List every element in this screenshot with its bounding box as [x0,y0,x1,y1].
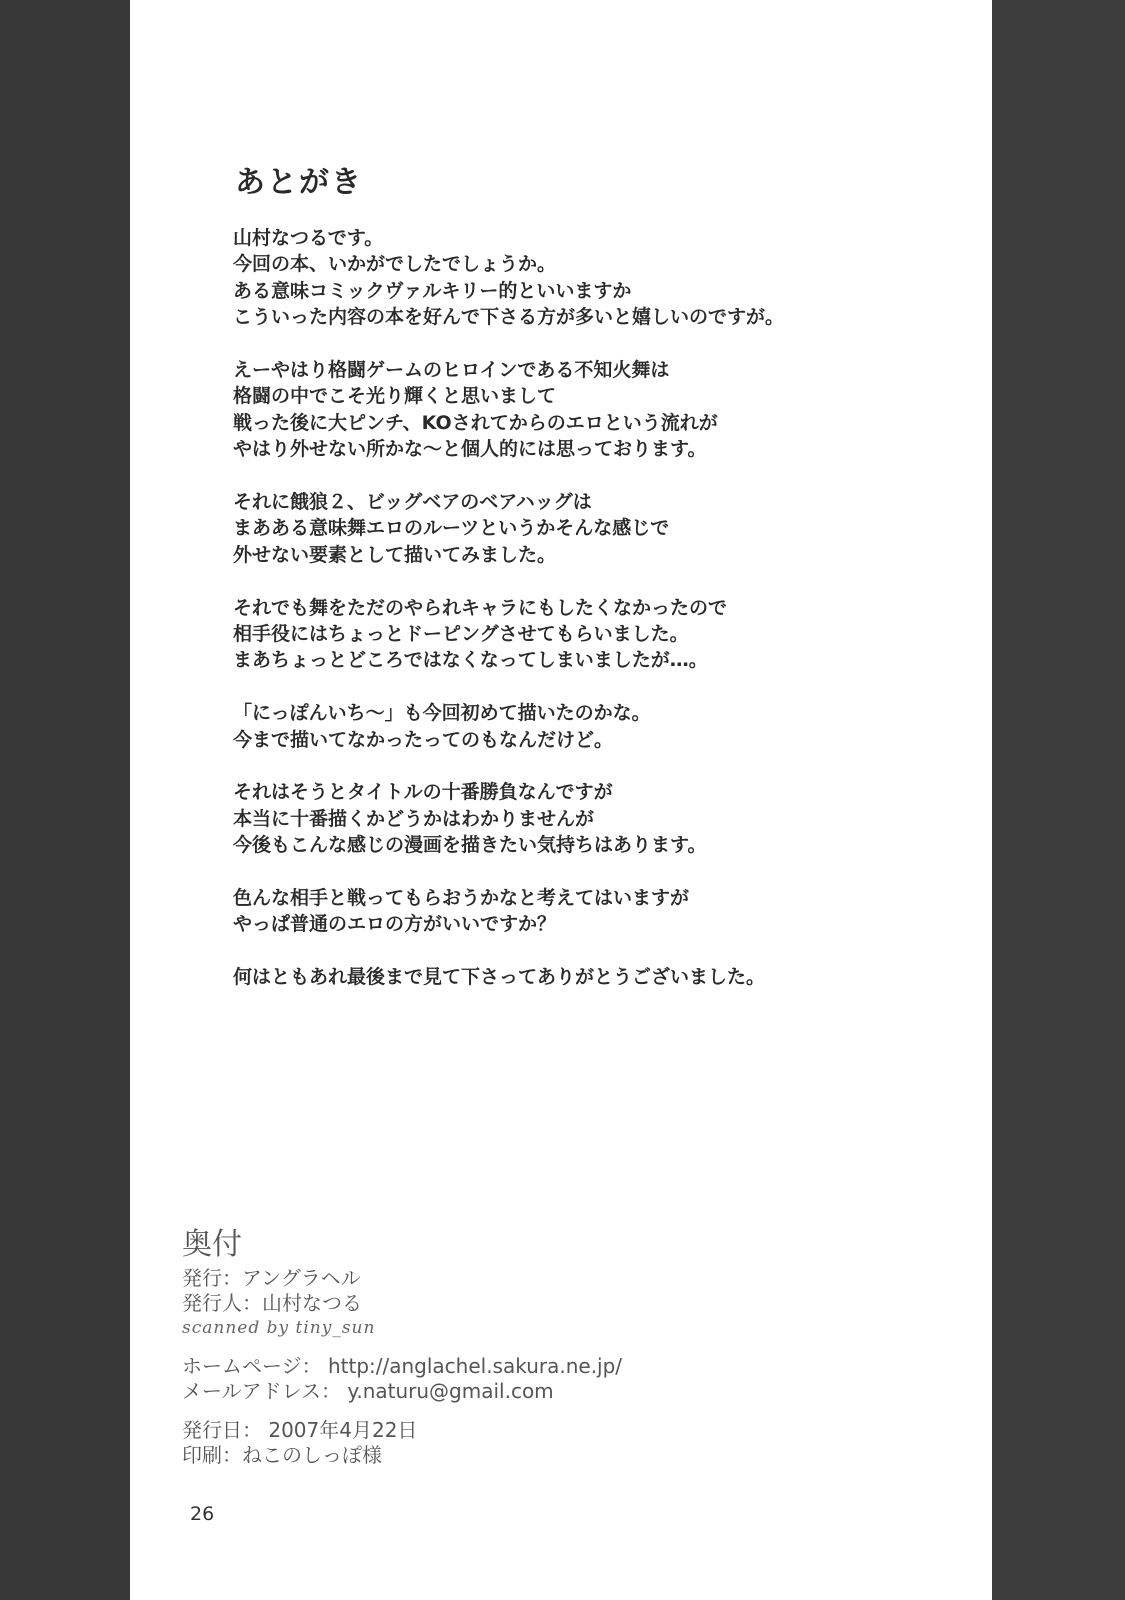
text-line: こういった内容の本を好んで下さる方が多いと嬉しいのですが。 [233,306,785,329]
colophon [182,1228,622,1468]
colophon-title: 奥付 [182,1227,242,1262]
text-line: 外せない要素として描いてみました。 [233,543,557,566]
homepage-line: ホームページ： http://anglachel.sakura.ne.jp/ [182,1354,623,1378]
right-dark-margin [992,0,1125,1600]
page-number: 26 [190,1503,215,1525]
left-dark-margin [0,0,130,1600]
paragraph [233,357,973,463]
text-line: それはそうとタイトルの十番勝負なんですが [233,781,613,804]
printing-line: 印刷：ねこのしっぽ様 [182,1443,382,1467]
text-line: 山村なつるです。 [233,227,384,249]
text-line: やはり外せない所かな～と個人的には思っております。 [233,438,707,461]
paragraph [233,885,973,938]
publish-date-line: 発行日： 2007年4月22日 [182,1418,418,1442]
paragraph [233,595,973,674]
afterword-title: あとがき [235,165,363,200]
text-line: 今まで描いてなかったってのもなんだけど。 [233,728,614,751]
text-line: 格闘の中でこそ光り輝くと思いまして [233,385,557,408]
text-line: ある意味コミックヴァルキリー的といいますか [233,279,632,302]
paragraph [233,700,973,753]
text-line: まあちょっとどころではなくなってしまいましたが…。 [233,649,708,672]
text-line: 今後もこんな感じの漫画を描きたい気持ちはあります。 [233,834,707,857]
book-page [130,0,992,1600]
text-line: 本当に十番描くかどうかはわかりませんが [233,807,595,830]
text-line: えーやはり格闘ゲームのヒロインである不知火舞は [233,359,670,382]
text-line: 今回の本、いかがでしたでしょうか。 [233,253,557,276]
issuer-line: 発行人：山村なつる [182,1291,362,1315]
text-line: 色んな相手と戦ってもらおうかなと考えてはいますが [233,887,690,910]
afterword-body [233,225,973,1017]
text-line: 戦った後に大ピンチ、KOされてからのエロという流れが [233,411,718,434]
paragraph [233,964,973,990]
paragraph [233,489,973,568]
text-line: 「にっぽんいち～」も今回初めて描いたのかな。 [233,702,651,725]
scanned-by-signature: scanned by tiny_sun [182,1318,376,1338]
text-line: 相手役にはちょっとドーピングさせてもらいました。 [233,623,689,646]
text-line: それに餓狼２、ビッグベアのベアハッグは [233,491,592,514]
publisher-line: 発行：アングラヘル [182,1266,361,1290]
paragraph [233,779,973,858]
paragraph [233,225,973,331]
text-line: まあある意味舞エロのルーツというかそんな感じで [233,517,670,540]
text-line: それでも舞をただのやられキャラにもしたくなかったので [233,596,728,619]
email-line: メールアドレス： y.naturu@gmail.com [182,1379,554,1403]
text-line: やっぱ普通のエロの方がいいですか？ [233,913,557,936]
text-line: 何はともあれ最後まで見て下さってありがとうございました。 [233,966,766,989]
